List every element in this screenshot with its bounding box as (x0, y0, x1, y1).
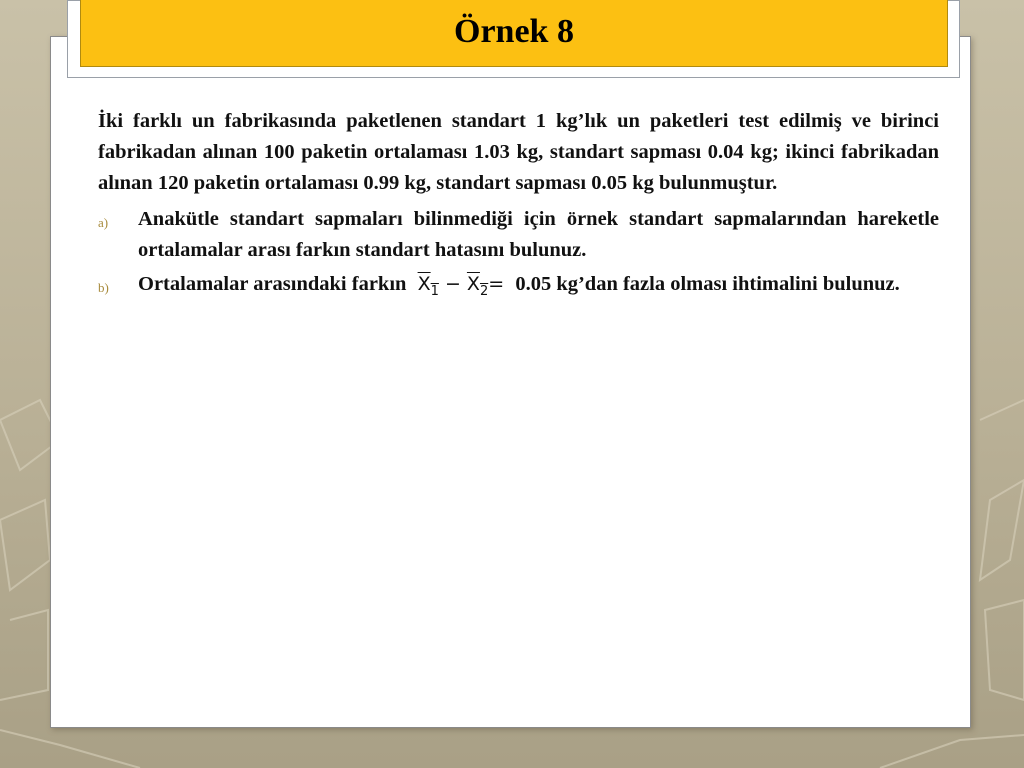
list-item-a (98, 204, 939, 266)
subscript-1: 1 (430, 283, 439, 299)
slide-content (98, 106, 939, 310)
minus-sign: − (444, 273, 461, 295)
equals-sign: = (488, 273, 505, 295)
mean-difference-formula (412, 273, 511, 299)
problem-intro: İki farklı un fabrikasında paketlenen standart 1 kg’lık un paketleri test edilmiş ve birinci fabrikadan alınan 100 paketin ortalaması 1.03 kg, standart sapması 0.04 kg; ikinci fabrikadan alınan 120 paketin ortalaması 0.99 kg, standart sapması 0.05 kg bulunmuştur. (98, 110, 939, 194)
list-item-b-text-before: Ortalamalar arasındaki farkın (138, 273, 407, 295)
list-item-a-text: Anakütle standart sapmaları bilinmediği için örnek standart sapmalarından hareketle ortalamalar arası farkın standart hatasını bulunuz. (138, 208, 939, 261)
x-bar-1: X (417, 273, 431, 295)
list-item-b (98, 269, 939, 307)
title-bar (80, 0, 948, 67)
slide-title: Örnek 8 (454, 13, 574, 50)
list-item-b-text-after: 0.05 kg’dan fazla olması ihtimalini bulunuz. (515, 273, 900, 295)
subscript-2: 2 (479, 283, 489, 299)
list-marker-a: a) (98, 215, 109, 230)
x-bar-2: X (466, 273, 480, 295)
list-marker-b: b) (98, 280, 109, 295)
